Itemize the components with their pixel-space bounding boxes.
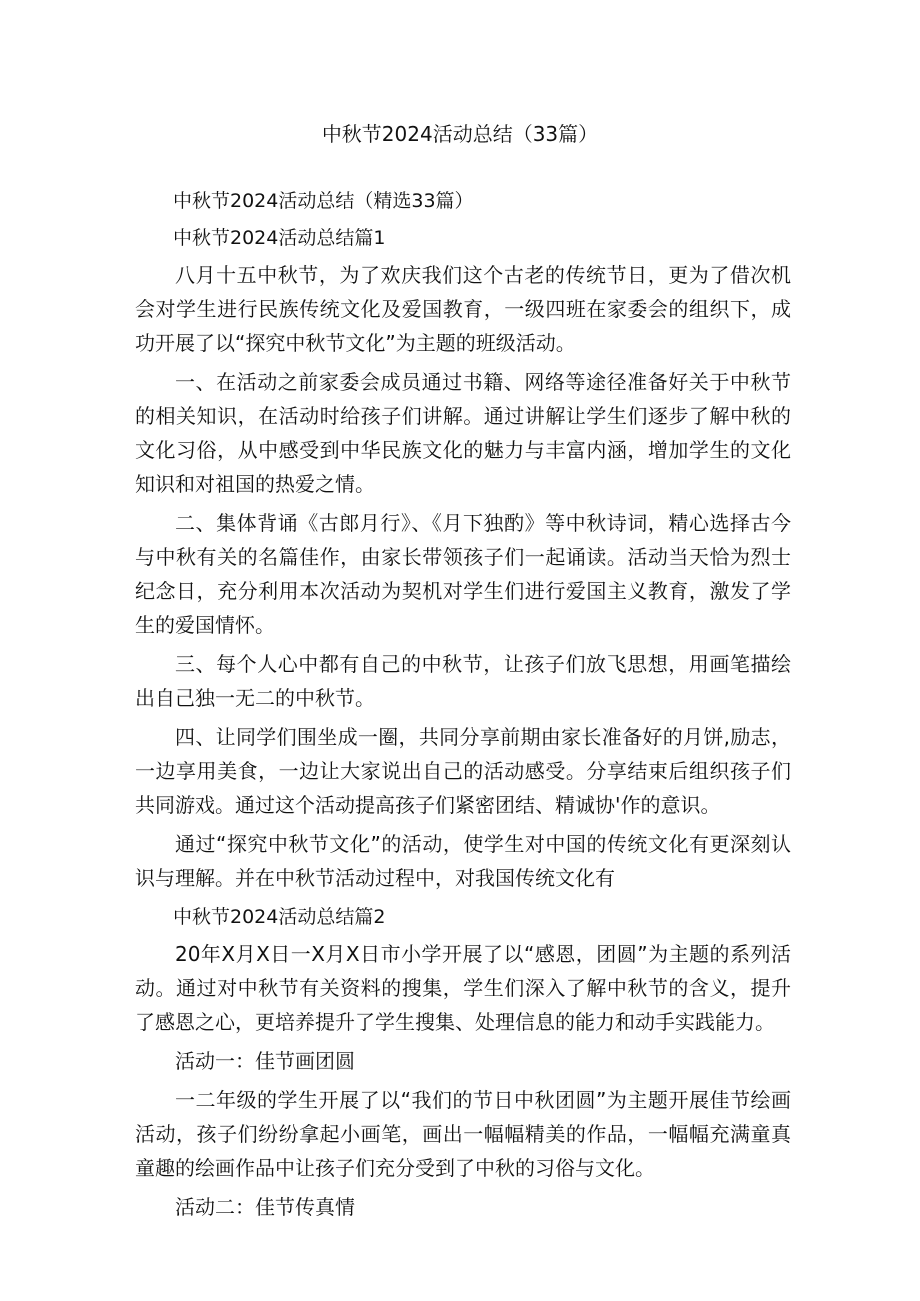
document-body	[135, 184, 791, 1229]
paragraph: 二、集体背诵《古郎月行》、《月下独酌》等中秋诗词，精心选择古今与中秋有关的名篇佳作，由家长带领孩子们一起诵读。活动当天恰为烈士纪念日，充分利用本次活动为契机对学生们进行爱国主义教育，激发了学生的爱国情怀。	[135, 511, 791, 637]
paragraph: 一二年级的学生开展了以“我们的节日中秋团圆”为主题开展佳节绘画活动，孩子们纷纷拿起小画笔，画出一幅幅精美的作品，一幅幅充满童真童趣的绘画作品中让孩子们充分受到了中秋的习俗与文化。	[135, 1088, 791, 1180]
paragraph: 20年X月X日一X月X日市小学开展了以“感恩，团圆”为主题的系列活动。通过对中秋节有关资料的搜集，学生们深入了解中秋节的含义，提升了感恩之心，更培养提升了学生搜集、处理信息的能力和动手实践能力。	[135, 942, 791, 1034]
section-heading-2: 中秋节2024活动总结篇2	[173, 906, 386, 928]
paragraph: 三、每个人心中都有自己的中秋节，让孩子们放飞思想，用画笔描绘出自己独一无二的中秋节。	[135, 652, 791, 710]
paragraph: 八月十五中秋节，为了欢庆我们这个古老的传统节日，更为了借次机会对学生进行民族传统文化及爱国教育，一级四班在家委会的组织下，成功开展了以“探究中秋节文化”为主题的班级活动。	[135, 263, 791, 355]
activity-heading-1: 活动一：佳节画团圆	[175, 1049, 355, 1073]
document-title: 中秋节2024活动总结（33篇）	[321, 122, 599, 146]
paragraph: 四、让同学们围坐成一圈，共同分享前期由家长准备好的月饼,励志，一边享用美食，一边让大家说出自己的活动感受。分享结束后组织孩子们共同游戏。通过这个活动提高孩子们紧密团结、精诚协'作的意识。	[135, 725, 791, 817]
paragraph: 一、在活动之前家委会成员通过书籍、网络等途径准备好关于中秋节的相关知识，在活动时给孩子们讲解。通过讲解让学生们逐步了解中秋的文化习俗，从中感受到中华民族文化的魅力与丰富内涵，增加学生的文化知识和对祖国的热爱之情。	[135, 370, 791, 496]
paragraph: 通过“探究中秋节文化”的活动，使学生对中国的传统文化有更深刻认识与理解。并在中秋节活动过程中，对我国传统文化有	[135, 832, 791, 890]
section-heading-1: 中秋节2024活动总结篇1	[173, 227, 386, 249]
activity-heading-2: 活动二：佳节传真情	[175, 1195, 355, 1219]
collection-subtitle: 中秋节2024活动总结（精选33篇）	[173, 190, 474, 212]
